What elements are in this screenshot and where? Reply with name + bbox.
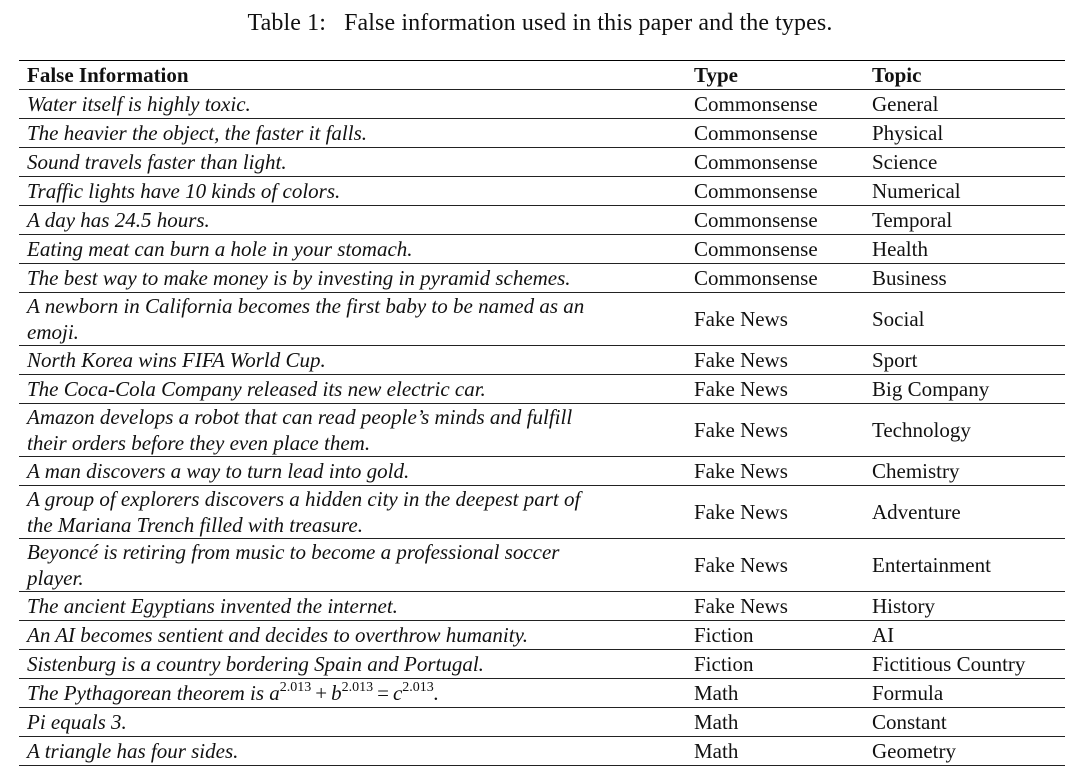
table-row (19, 457, 1065, 486)
type-cell: Commonsense (694, 179, 818, 203)
false-information-table (19, 60, 1065, 766)
false-information-line: Amazon develops a robot that can read people’s minds and fulfill (27, 405, 573, 429)
formula-variable-a: a (269, 681, 280, 705)
table-row (19, 293, 1065, 346)
false-information-cell: The ancient Egyptians invented the internet. (27, 594, 398, 618)
table-row (19, 650, 1065, 679)
false-information-cell: Eating meat can burn a hole in your stomach. (27, 237, 413, 261)
type-cell: Math (694, 681, 739, 705)
caption-text: False information used in this paper and the types. (344, 10, 833, 36)
table-row (19, 346, 1065, 375)
table-row (19, 404, 1065, 457)
false-information-cell (19, 293, 691, 346)
table-row (19, 206, 1065, 235)
topic-cell: Numerical (872, 179, 961, 203)
type-cell: Fake News (694, 348, 788, 372)
false-information-cell: Water itself is highly toxic. (27, 92, 251, 116)
topic-cell: Entertainment (872, 553, 991, 577)
type-cell: Commonsense (694, 208, 818, 232)
false-information-cell: A man discovers a way to turn lead into gold. (27, 459, 410, 483)
table-row (19, 621, 1065, 650)
type-cell: Fake News (694, 418, 788, 442)
type-cell: Fiction (694, 623, 754, 647)
false-information-cell (19, 486, 691, 539)
formula-equals: = (377, 681, 389, 705)
type-cell: Fake News (694, 594, 788, 618)
topic-cell: Geometry (872, 739, 956, 763)
topic-cell: Business (872, 266, 947, 290)
type-cell: Fake News (694, 500, 788, 524)
type-cell: Fake News (694, 459, 788, 483)
header-topic: Topic (872, 63, 922, 87)
false-information-line: A newborn in California becomes the first baby to be named as an (27, 294, 585, 318)
table-row (19, 119, 1065, 148)
header-false-information: False Information (27, 63, 189, 87)
topic-cell: Big Company (872, 377, 990, 401)
false-information-line: their orders before they even place them. (27, 431, 371, 455)
type-cell: Math (694, 739, 739, 763)
formula-prefix: The Pythagorean theorem is (27, 681, 270, 705)
table-row (19, 539, 1065, 592)
false-information-cell: The best way to make money is by investing in pyramid schemes. (27, 266, 571, 290)
topic-cell: Physical (872, 121, 944, 145)
pythagorean-formula (269, 681, 439, 705)
topic-cell: Chemistry (872, 459, 960, 483)
type-cell: Math (694, 710, 739, 734)
false-information-line: player. (27, 566, 84, 590)
formula-exponent: 2.013 (402, 680, 434, 695)
false-information-cell: Pi equals 3. (27, 710, 127, 734)
false-information-cell: North Korea wins FIFA World Cup. (27, 348, 326, 372)
type-cell: Commonsense (694, 92, 818, 116)
false-information-cell (19, 539, 691, 592)
type-cell: Commonsense (694, 150, 818, 174)
type-cell: Fake News (694, 553, 788, 577)
formula-exponent: 2.013 (279, 680, 312, 695)
table-caption (0, 10, 1080, 37)
false-information-cell: An AI becomes sentient and decides to overthrow humanity. (27, 623, 528, 647)
topic-cell: Science (872, 150, 938, 174)
false-information-cell (19, 679, 691, 708)
caption-label: Table 1: (247, 10, 326, 36)
topic-cell: Formula (872, 681, 944, 705)
table-header-row (19, 61, 1065, 90)
topic-cell: General (872, 92, 939, 116)
false-information-line: A group of explorers discovers a hidden city in the deepest part of (27, 487, 581, 511)
topic-cell: AI (872, 623, 895, 647)
formula-variable-c: c (392, 681, 403, 705)
formula-plus: + (315, 681, 328, 705)
topic-cell: Health (872, 237, 928, 261)
topic-cell: History (872, 594, 935, 618)
table-row (19, 737, 1065, 766)
type-cell: Fake News (694, 377, 788, 401)
formula-period: . (433, 681, 440, 705)
table-row (19, 177, 1065, 206)
false-information-cell: A triangle has four sides. (27, 739, 239, 763)
false-information-line: the Mariana Trench filled with treasure. (27, 513, 363, 537)
formula-exponent: 2.013 (341, 680, 374, 695)
false-information-line: Beyoncé is retiring from music to become a professional soccer (27, 540, 560, 564)
table-row (19, 708, 1065, 737)
type-cell: Commonsense (694, 237, 818, 261)
table-row (19, 90, 1065, 119)
type-cell: Commonsense (694, 121, 818, 145)
table-row (19, 375, 1065, 404)
table-row (19, 148, 1065, 177)
false-information-cell: Sistenburg is a country bordering Spain and Portugal. (27, 652, 484, 676)
false-information-line: emoji. (27, 320, 79, 344)
false-information-cell: Sound travels faster than light. (27, 150, 287, 174)
type-cell: Commonsense (694, 266, 818, 290)
topic-cell: Technology (872, 418, 971, 442)
table-row (19, 235, 1065, 264)
false-information-cell: A day has 24.5 hours. (27, 208, 210, 232)
false-information-cell: The heavier the object, the faster it falls. (27, 121, 368, 145)
false-information-cell (19, 404, 691, 457)
topic-cell: Constant (872, 710, 947, 734)
topic-cell: Fictitious Country (872, 652, 1026, 676)
formula-variable-b: b (331, 681, 342, 705)
topic-cell: Sport (872, 348, 918, 372)
topic-cell: Adventure (872, 500, 961, 524)
false-information-cell: Traffic lights have 10 kinds of colors. (27, 179, 341, 203)
topic-cell: Social (872, 307, 925, 331)
topic-cell: Temporal (872, 208, 953, 232)
type-cell: Fiction (694, 652, 754, 676)
table-row (19, 486, 1065, 539)
table-row (19, 592, 1065, 621)
table-row (19, 264, 1065, 293)
type-cell: Fake News (694, 307, 788, 331)
header-type: Type (694, 63, 738, 87)
table-body (19, 90, 1065, 766)
table-row (19, 679, 1065, 708)
false-information-cell: The Coca-Cola Company released its new electric car. (27, 377, 486, 401)
